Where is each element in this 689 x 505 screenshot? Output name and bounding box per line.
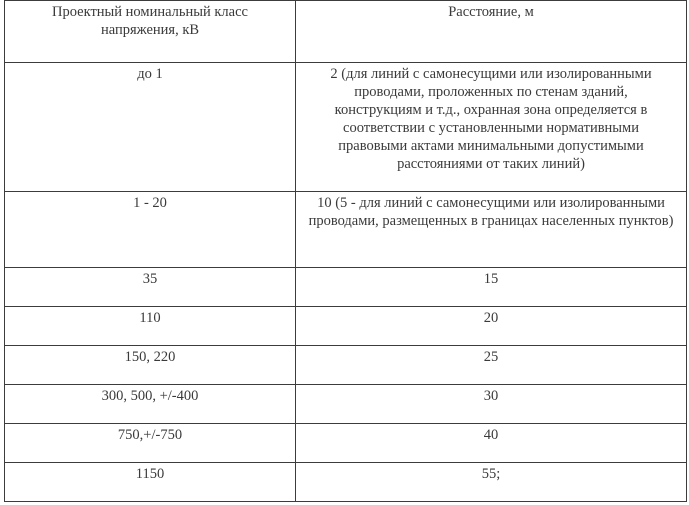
table-header-row xyxy=(5,1,687,63)
voltage-cell: 35 xyxy=(5,268,296,307)
table-row xyxy=(5,424,687,463)
voltage-cell: 1 - 20 xyxy=(5,192,296,268)
table-row xyxy=(5,63,687,192)
distance-cell: 15 xyxy=(296,268,687,307)
table-row xyxy=(5,385,687,424)
distance-cell: 2 (для линий с самонесущими или изолированными проводами, проложенных по стенам зданий, конструкциям и т.д., охранная зона определяется в соответствии с установленными нормативными правовыми актами минимальными допустимыми расстояниями от таких линий) xyxy=(296,63,687,192)
voltage-cell: 1150 xyxy=(5,463,296,502)
voltage-cell: до 1 xyxy=(5,63,296,192)
table-row xyxy=(5,268,687,307)
distance-cell: 25 xyxy=(296,346,687,385)
header-distance: Расстояние, м xyxy=(296,1,687,63)
protection-zone-table xyxy=(4,0,687,502)
table-row xyxy=(5,192,687,268)
distance-cell: 40 xyxy=(296,424,687,463)
distance-cell: 20 xyxy=(296,307,687,346)
distance-cell: 30 xyxy=(296,385,687,424)
distance-cell: 55; xyxy=(296,463,687,502)
voltage-cell: 150, 220 xyxy=(5,346,296,385)
table-row xyxy=(5,346,687,385)
voltage-cell: 300, 500, +/-400 xyxy=(5,385,296,424)
table-row xyxy=(5,307,687,346)
voltage-cell: 750,+/-750 xyxy=(5,424,296,463)
voltage-cell: 110 xyxy=(5,307,296,346)
table-row xyxy=(5,463,687,502)
header-voltage-class: Проектный номинальный класс напряжения, кВ xyxy=(5,1,296,63)
distance-cell: 10 (5 - для линий с самонесущими или изолированными проводами, размещенных в границах населенных пунктов) xyxy=(296,192,687,268)
